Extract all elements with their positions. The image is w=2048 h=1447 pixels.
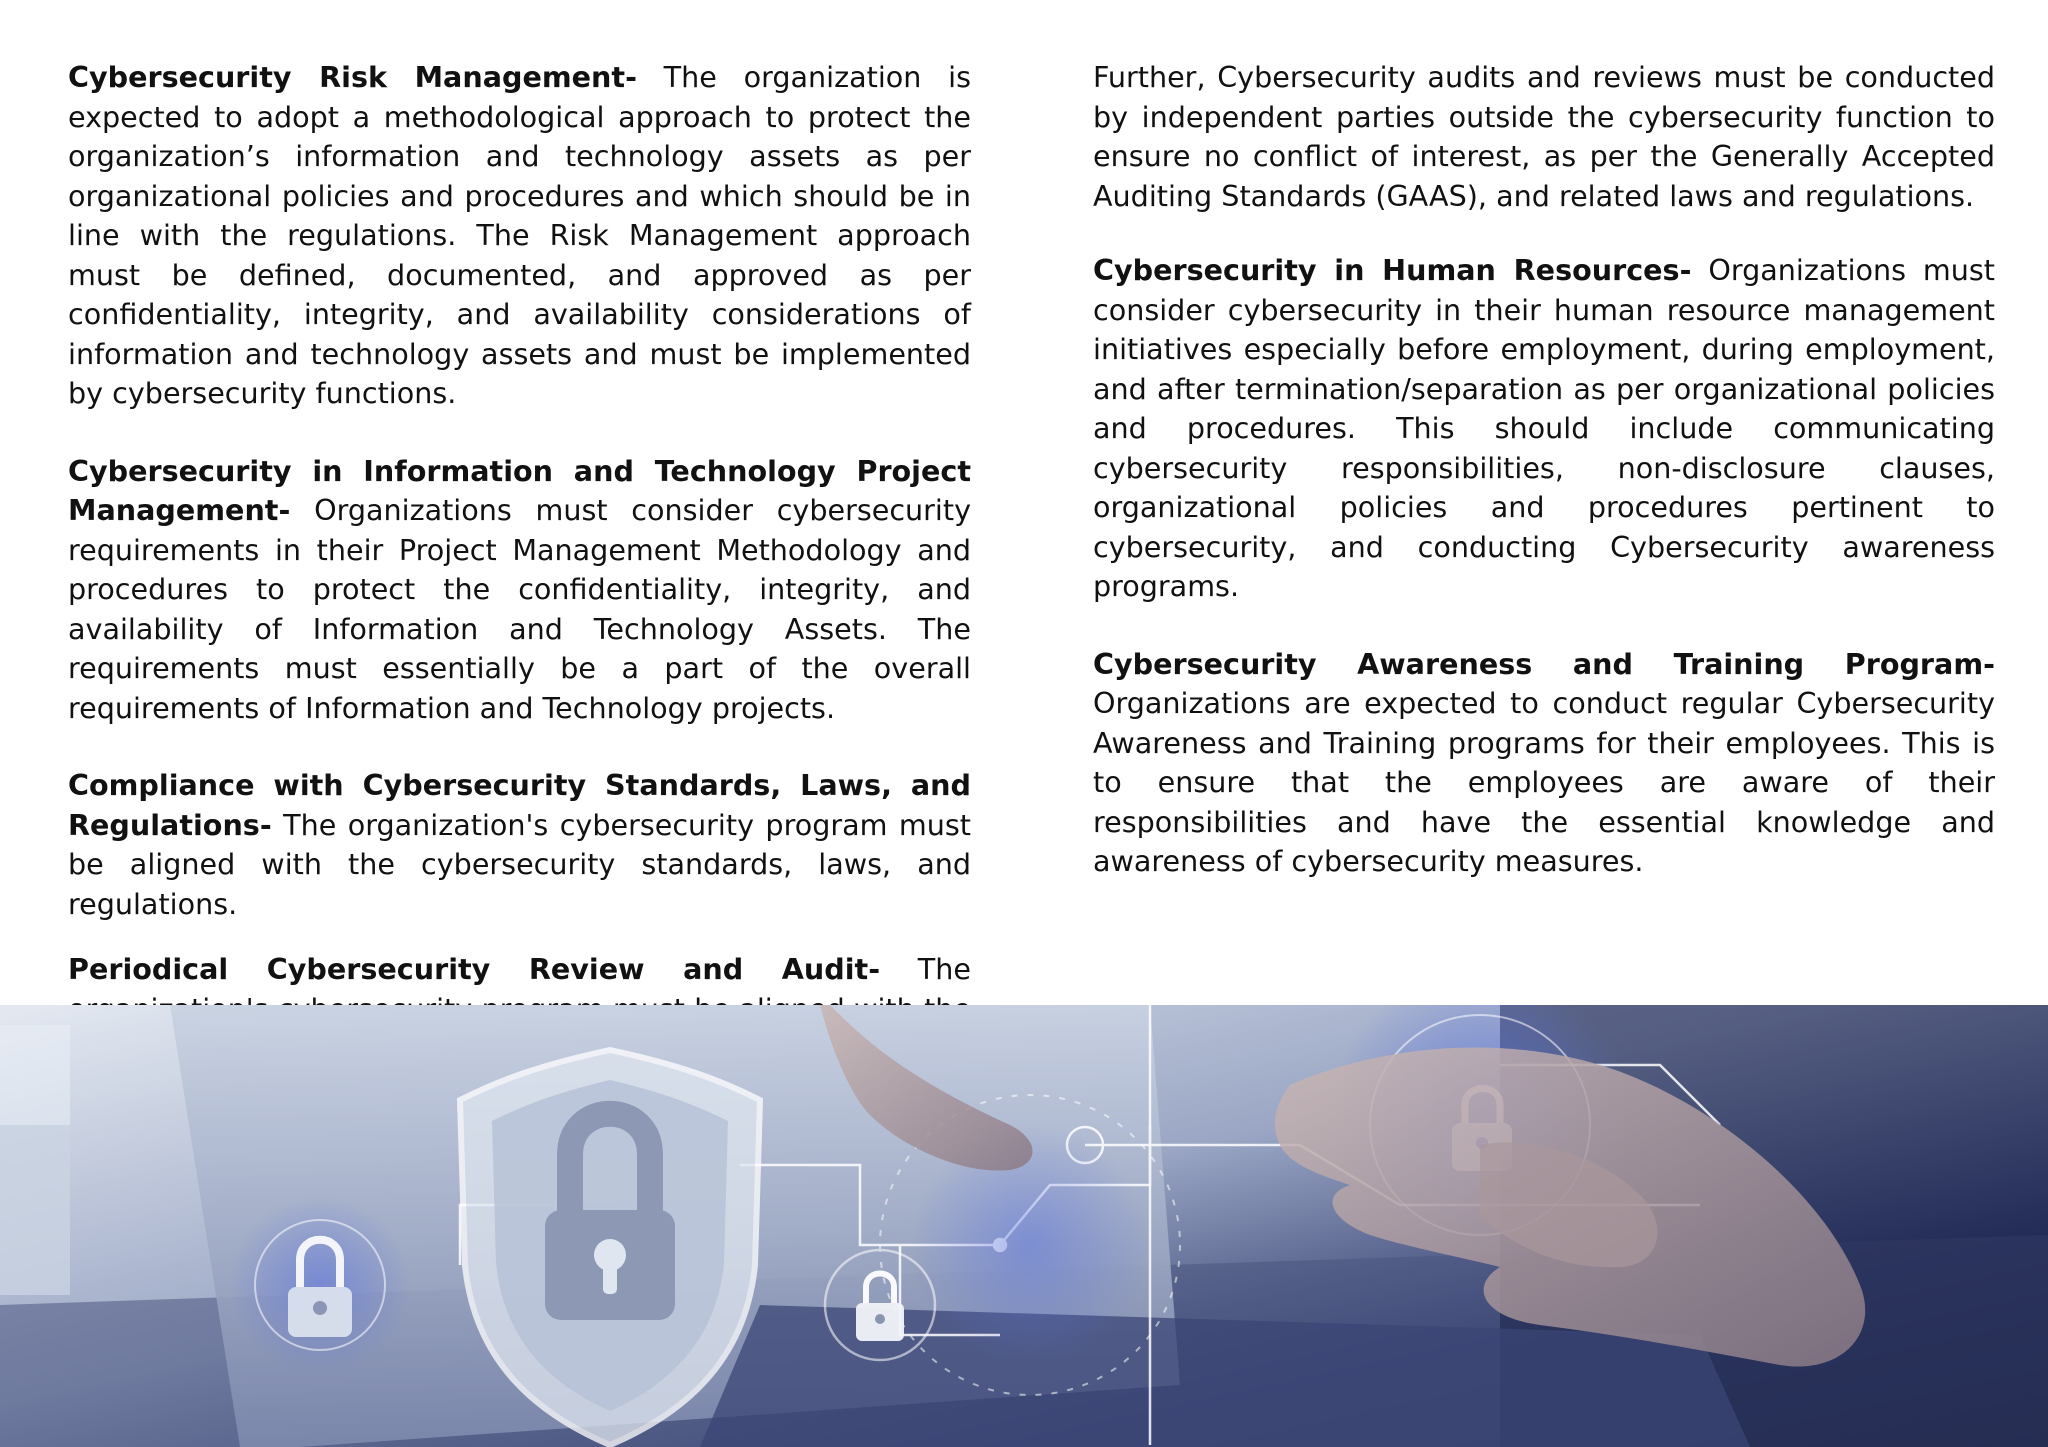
section-heading: Cybersecurity in Information and Technology Project Management- [68,453,971,527]
section-awareness-training [1093,645,1995,882]
section-body: Organizations must consider cybersecurity in their human resource management initiatives especially before employment, during employment, and after termination/separation as per organizational policies and procedures. This should include communicating cybersecurity responsibilities, non-disclosure clauses, organizational policies and procedures pertinent to cybersecurity, and conducting Cybersecurity awareness programs. [1093,253,1995,603]
section-body: The organization's cybersecurity program must be aligned with the cybersecurity standards, laws, and regulations. [68,807,971,921]
hero-image [0,1005,2048,1447]
section-body: The [917,952,971,986]
section-body: The organization is expected to adopt a methodological approach to protect the organization’s information and technology assets as per organizational policies and procedures and which should be in line with the regulations. The Risk Management approach must be defined, documented, and approved as per confidentiality, integrity, and availability considerations of information and technology assets and must be implemented by cybersecurity functions. [68,60,971,410]
section-risk-management [68,58,971,414]
section-body: Further, Cybersecurity audits and reviews must be conducted by independent parties outside the cybersecurity function to ensure no conflict of interest, as per the Generally Accepted Auditing Standards (GAAS), and related laws and regulations. [1093,60,1995,213]
left-column [68,58,971,1069]
section-compliance [68,766,971,924]
section-body: Organizations must consider cybersecurity requirements in their Project Management Methodology and procedures to protect the confidentiality, integrity, and availability of Information and Technology Assets. The requirements must essentially be a part of the overall requirements of Information and Technology projects. [68,493,971,725]
section-heading: Compliance with Cybersecurity Standards, Laws, and Regulations- [68,768,971,842]
section-body: Organizations are expected to conduct regular Cybersecurity Awareness and Training programs for their employees. This is to ensure that the employees are aware of their responsibilities and have the essential knowledge and awareness of cybersecurity measures. [1093,686,1995,878]
section-heading: Cybersecurity in Human Resources- [1093,253,1692,287]
section-heading: Cybersecurity Awareness and Training Program- [1093,646,1995,681]
section-heading: Cybersecurity Risk Management- [68,60,637,94]
section-heading: Periodical Cybersecurity Review and Audit- [68,952,881,986]
section-project-management [68,452,971,729]
section-audit-continued [1093,58,1995,216]
section-human-resources [1093,251,1995,607]
cybersecurity-illustration [0,1005,2048,1447]
right-column [1093,58,1995,882]
